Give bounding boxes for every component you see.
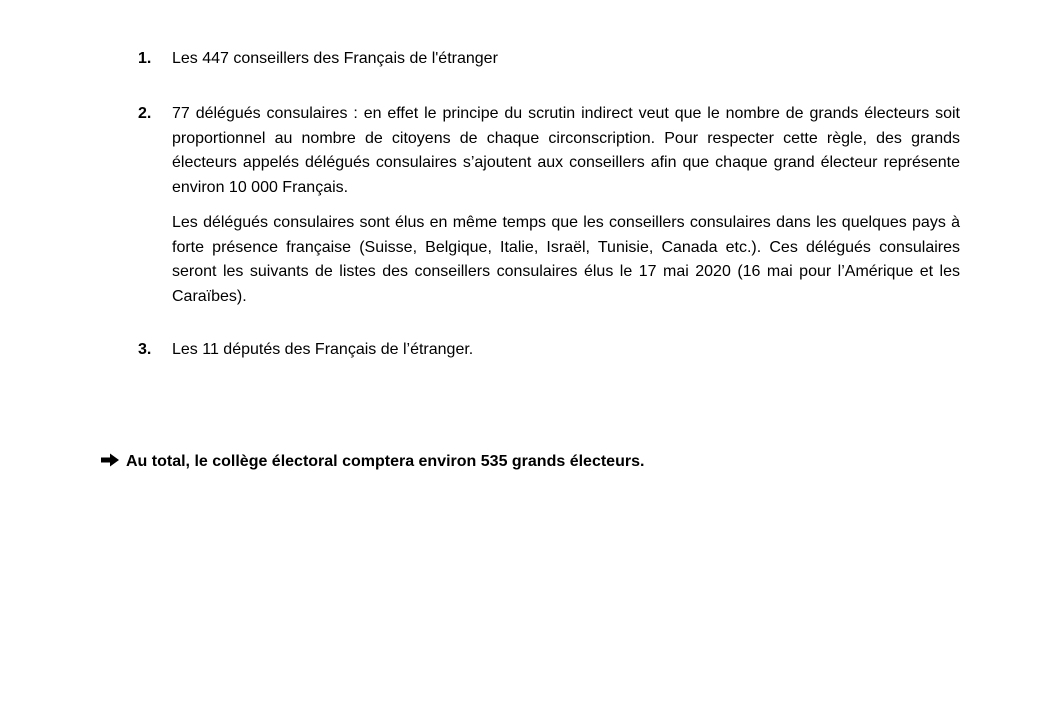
list-item-3 xyxy=(138,338,960,363)
conclusion-text: Au total, le collège électoral comptera environ 535 grands électeurs. xyxy=(126,453,645,470)
list-paragraph: 77 délégués consulaires : en effet le principe du scrutin indirect veut que le nombre de grands électeurs soit proportionnel au nombre de citoyens de chaque circonscription. Pour respecter cette règle, des grands électeurs appelés délégués consulaires s’ajoutent aux conseillers afin que chaque grand électeur représente environ 10 000 Français. xyxy=(172,105,960,196)
right-arrow-icon xyxy=(100,452,120,468)
list-paragraph: Les 11 députés des Français de l’étranger. xyxy=(172,341,474,358)
list-number: 2. xyxy=(138,105,152,122)
list-item-body xyxy=(172,47,960,72)
list-number: 3. xyxy=(138,341,152,358)
list-paragraph: Les délégués consulaires sont élus en même temps que les conseillers consulaires dans les quelques pays à forte présence française (Suisse, Belgique, Italie, Israël, Tunisie, Canada etc.). Ces délégués consulaires seront les suivants de listes des conseillers consulaires élus le 17 mai 2020 (16 mai pour l’Amérique et les Caraïbes). xyxy=(172,214,960,305)
conclusion-line xyxy=(100,451,644,473)
list-item-1 xyxy=(138,47,960,72)
list-paragraph: Les 447 conseillers des Français de l'étranger xyxy=(172,50,498,67)
list-item-body xyxy=(172,102,960,309)
list-item-body xyxy=(172,338,960,363)
list-number: 1. xyxy=(138,50,152,67)
list-item-2 xyxy=(138,102,960,309)
